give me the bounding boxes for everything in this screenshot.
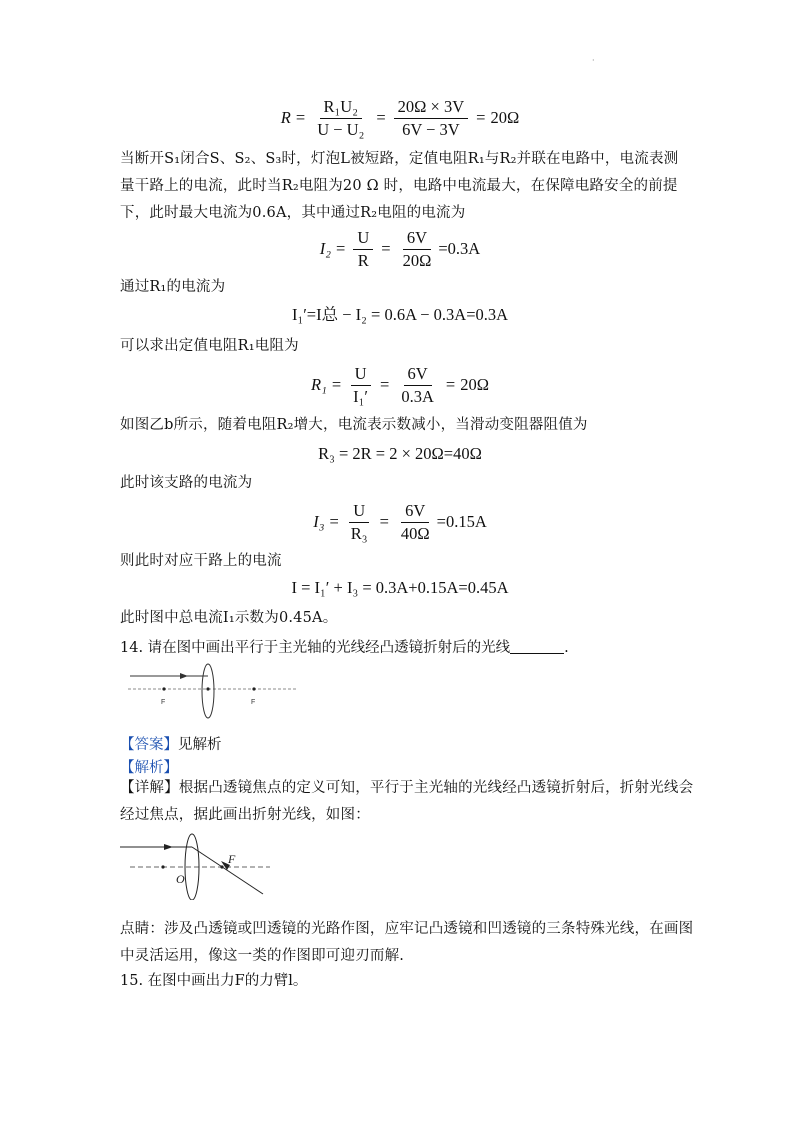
question-15-text: 在图中画出力F的力臂l。: [147, 973, 308, 989]
detail-tag: 【详解】: [120, 780, 179, 796]
incident-arrow-icon: [164, 844, 173, 850]
paragraph-main: 则此时对应干路上的电流: [120, 553, 282, 569]
eq4-num2: 6V: [404, 365, 432, 386]
detail-paragraph: [120, 775, 695, 829]
question-14: 14. 请在图中画出平行于主光轴的光线经凸透镜折射后的光线 .: [120, 640, 569, 656]
eq1-result: 20Ω: [490, 108, 520, 128]
focus-dot-left: [161, 865, 164, 868]
equation-i-total: I = I₁′ + I₃ = 0.3A+0.15A=0.45A: [291, 578, 509, 597]
paragraph-intro: 当断开S₁闭合S、S₂、S₃时，灯泡L被短路，定值电阻R₁与R₂并联在电路中，电流表测量干路上的电流，此时当R₂电阻为20 Ω 时，电路中电流最大，在保障电路安全的前提下，此时最大电流为0.6A，其中通过R₂电阻的电流为: [120, 151, 679, 221]
equation-i1: I₁′=I总 − I₂ = 0.6A − 0.3A=0.3A: [291, 305, 509, 324]
equation-r3: R₃ = 2R = 2 × 20Ω=40Ω: [318, 444, 482, 463]
focus-point-right: [252, 687, 255, 690]
eq1-num2: 20Ω × 3V: [394, 98, 468, 119]
question-15: [120, 970, 307, 992]
focus-label: F: [228, 852, 236, 866]
comment-paragraph: 点睛：涉及凸透镜或凹透镜的光路作图，应牢记凸透镜和凹透镜的三条特殊光线，在画图中灵活运用，像这一类的作图即可迎刃而解.: [120, 921, 694, 964]
lens-figure-answer: [120, 830, 270, 900]
eq1-num1: R₁U₂: [320, 98, 362, 119]
answer-text: 见解析: [178, 737, 222, 753]
optical-center: [206, 687, 209, 690]
eq4-lhs: R₁: [311, 375, 327, 395]
paragraph-r1-value: 可以求出定值电阻R₁电阻为: [120, 338, 299, 354]
convex-lens: [202, 664, 214, 718]
eq2-num1: U: [353, 229, 373, 250]
equation-i2: I₂ = $\frac{U}{R}$ = $\frac{6V}{20\Omega}$ = 0.3A: [319, 228, 481, 270]
eq4-result: 20Ω: [460, 375, 489, 395]
eq6-lhs: I₃: [313, 512, 325, 532]
optical-center-label: O: [176, 872, 185, 886]
ray-arrow-icon: [180, 673, 188, 679]
eq2-den1: R: [357, 251, 369, 270]
eq2-num2: 6V: [403, 229, 431, 250]
eq6-num2: 6V: [401, 502, 429, 523]
answer-line: [120, 734, 222, 756]
eq1-den2: 6V − 3V: [402, 120, 460, 139]
eq6-den2: 40Ω: [400, 524, 430, 543]
equation-i3: I₃ = $\frac{U}{\text{R₃}}$ = $\frac{6V}{40\Omega}$ = 0.15A: [313, 501, 487, 543]
eq2-lhs: I₂: [319, 239, 332, 259]
eq6-result: 0.15A: [445, 512, 487, 532]
eq2-result: 0.3A: [447, 239, 481, 259]
equation-r: R = $\frac{\text{R₁U₂}}{\text{U − U₂}}$ = $\frac{20\Omega \times 3V}{6V - 3V}$ = 20Ω: [280, 97, 520, 139]
eq4-num1: U: [351, 365, 371, 386]
eq4-den2: 0.3A: [401, 387, 434, 406]
eq4-den1: I₁′: [353, 387, 369, 406]
question-14-text: 请在图中画出平行于主光轴的光线经凸透镜折射后的光线: [147, 640, 511, 656]
equation-r1: R₁ = $\frac{U}{\text{I₁′}}$ = $\frac{6V}{0.3A}$ = 20Ω: [311, 364, 489, 406]
eq2-den2: 20Ω: [402, 251, 432, 270]
answer-blank: [510, 639, 564, 654]
eq6-den1: R₃: [350, 524, 368, 543]
eq1-lhs: R: [280, 108, 291, 128]
focus-point-left: [162, 687, 165, 690]
question-15-number: 15.: [120, 973, 144, 989]
focus-label-left: F: [161, 699, 166, 706]
corner-dot: ·: [592, 56, 595, 65]
detail-text: 根据凸透镜焦点的定义可知，平行于主光轴的光线经凸透镜折射后，折射光线会经过焦点，据此画出折射光线，如图：: [120, 780, 694, 823]
paragraph-fig-b: 如图乙b所示，随着电阻R₂增大，电流表示数减小，当滑动变阻器阻值为: [120, 417, 588, 433]
lens-figure-question: [128, 663, 298, 723]
eq1-den1: U − U₂: [317, 120, 365, 139]
focus-label-right: F: [251, 699, 256, 706]
answer-tag: 【答案】: [120, 737, 178, 753]
focus-dot-right: [220, 865, 223, 868]
analysis-tag: 【解析】: [120, 760, 178, 776]
paragraph-branch: 此时该支路的电流为: [120, 475, 253, 491]
paragraph-total: 此时图中总电流I₁示数为0.45A。: [120, 610, 338, 626]
eq6-num1: U: [349, 502, 369, 523]
paragraph-r1-current: 通过R₁的电流为: [120, 279, 226, 295]
question-14-number: 14.: [120, 640, 144, 656]
